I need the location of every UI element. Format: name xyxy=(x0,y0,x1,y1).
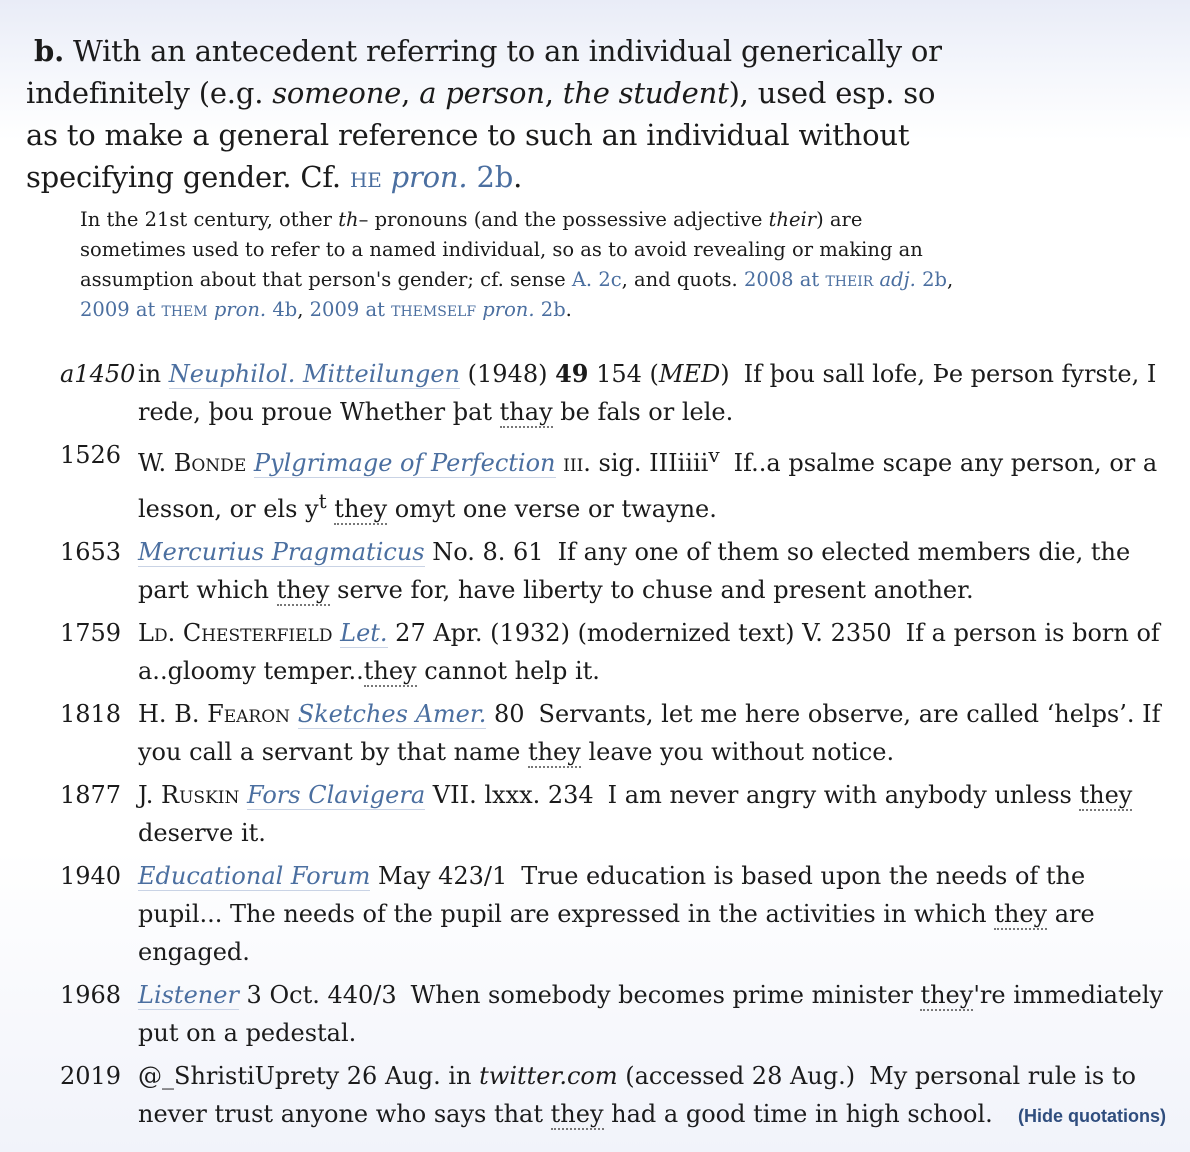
example-word: someone xyxy=(272,76,402,110)
citation-text: (accessed 28 Aug.) xyxy=(617,1062,856,1090)
author-initial: W. B xyxy=(138,449,192,477)
citation-text: VII. lxxx. 234 xyxy=(425,781,594,809)
xref-at: at xyxy=(129,298,162,321)
xref-word: themself xyxy=(391,298,477,321)
quotation xyxy=(60,776,1170,852)
xref-pos: pron. xyxy=(482,298,535,321)
quotation xyxy=(60,695,1170,771)
quotation-date: 1940 xyxy=(60,862,122,890)
xref-year: 2009 xyxy=(80,298,130,321)
author-initial: J. R xyxy=(138,781,180,809)
sense-definition xyxy=(26,30,956,198)
citation-italic: MED xyxy=(658,360,721,388)
quote-text: be fals or lele. xyxy=(552,398,734,426)
separator: , xyxy=(297,298,310,321)
superscript: v xyxy=(708,443,720,467)
quotation xyxy=(60,355,1170,431)
citation-italic: twitter.com xyxy=(479,1062,618,1090)
quotation-text xyxy=(138,700,1161,766)
usage-note xyxy=(80,205,960,325)
definition-text: ), used esp. so as to make a general reference to such an individual without specifying gender. Cf. xyxy=(26,76,936,194)
quote-text: leave you without notice. xyxy=(580,738,895,766)
author-name: earon xyxy=(223,700,291,728)
keyword: they xyxy=(1079,781,1133,809)
author-initial: Ld. C xyxy=(138,619,202,647)
xref-word: he xyxy=(349,160,382,194)
xref-pos: pron. xyxy=(213,298,267,321)
quot-2009-them-link[interactable] xyxy=(80,298,297,321)
quotation-date: 1968 xyxy=(60,981,122,1009)
citation-text: 80 xyxy=(486,700,525,728)
quote-text: deserve it. xyxy=(138,819,266,847)
xref-at: at xyxy=(359,298,392,321)
keyword: they xyxy=(363,657,417,685)
quote-text: My personal rule is to never trust anyone who says that xyxy=(138,1062,1136,1128)
xref-sense: 4b xyxy=(272,298,298,321)
xref-at: at xyxy=(793,268,826,291)
xref-year: 2009 xyxy=(309,298,360,321)
keyword: they xyxy=(527,738,581,766)
quotation xyxy=(60,533,1170,609)
citation-text: May 423/1 xyxy=(370,862,508,890)
citation-smallcaps: iii. xyxy=(563,449,591,477)
note-italic: their xyxy=(768,208,817,231)
author-initial: H. B. F xyxy=(138,700,224,728)
citation-text: 3 Oct. 440/3 xyxy=(238,981,397,1009)
quote-text: If þou sall lofe, Þe person fyrste, I rede, þou proue Whether þat xyxy=(138,360,1157,426)
source-link[interactable]: Let. xyxy=(340,619,388,647)
keyword: they xyxy=(276,576,330,604)
quote-text: True education is based upon the needs of the pupil... The needs of the pupil are expressed in the activities in which xyxy=(138,862,1086,928)
cross-reference-he-link[interactable] xyxy=(350,160,513,194)
source-link[interactable]: Sketches Amer. xyxy=(297,700,487,728)
quot-2008-their-link[interactable] xyxy=(744,268,947,291)
quote-text: had a good time in high school. xyxy=(603,1100,993,1128)
quotation xyxy=(60,976,1170,1052)
source-link[interactable]: Mercurius Pragmaticus xyxy=(138,538,425,566)
quote-text: Servants, let me here observe, are called ‘helps’. If you call a servant by that name xyxy=(138,700,1161,766)
citation-text: @_ShristiUprety 26 Aug. in xyxy=(138,1062,480,1090)
quote-text: cannot help it. xyxy=(416,657,600,685)
quotation-date: 1759 xyxy=(60,619,122,647)
author-name: uskin xyxy=(179,781,240,809)
citation-text: ) xyxy=(720,360,730,388)
source-link[interactable]: Listener xyxy=(138,981,239,1009)
note-text: – pronouns (and the possessive adjective xyxy=(358,208,769,231)
period: . xyxy=(565,298,572,321)
citation-text: sig. IIIiiii xyxy=(590,449,709,477)
quotation-date: 2019 xyxy=(60,1062,122,1090)
quote-text: If a person is born of a..gloomy temper.. xyxy=(138,619,1160,685)
source-link[interactable]: Educational Forum xyxy=(138,862,371,890)
quote-text: 're immediately put on a pedestal. xyxy=(138,981,1164,1047)
author-name: hesterfield xyxy=(201,619,333,647)
quotation-date: 1877 xyxy=(60,781,122,809)
example-word: the student xyxy=(562,76,729,110)
xref-word: their xyxy=(825,268,874,291)
author xyxy=(138,700,290,728)
keyword: they xyxy=(550,1100,604,1128)
quotation xyxy=(60,614,1170,690)
note-italic: th xyxy=(338,208,359,231)
quote-text: I am never angry with anybody unless xyxy=(607,781,1080,809)
quote-text: When somebody becomes prime minister xyxy=(410,981,921,1009)
citation-text: in xyxy=(138,360,169,388)
sense-letter: b. xyxy=(34,34,64,68)
author-name: onde xyxy=(191,449,247,477)
quot-2009-themself-link[interactable] xyxy=(310,298,566,321)
xref-sense: 2b xyxy=(476,160,514,194)
keyword: they xyxy=(334,495,388,523)
separator: , xyxy=(544,76,563,110)
quotation xyxy=(60,436,1170,528)
quote-text: omyt one verse or twayne. xyxy=(387,495,717,523)
note-text: ) are sometimes used to refer to a named individual, so as to avoid revealing or making an assumption about that person's gender; cf. sense xyxy=(80,208,923,291)
quotation-date: a1450 xyxy=(60,360,136,388)
citation-text: 27 Apr. (1932) (modernized text) V. 2350 xyxy=(387,619,892,647)
keyword: they xyxy=(994,900,1048,928)
quote-text: If any one of them so elected members die, the part which xyxy=(138,538,1131,604)
xref-pos: adj. xyxy=(879,268,916,291)
quotation-date: 1653 xyxy=(60,538,122,566)
example-word: a person xyxy=(419,76,545,110)
volume-number: 49 xyxy=(555,359,589,388)
period: . xyxy=(513,160,523,194)
quote-text: If..a psalme scape any person, or a lesson, or els y xyxy=(138,449,1158,523)
superscript: t xyxy=(318,489,327,513)
sense-a2c-link[interactable]: A. 2c xyxy=(571,268,622,291)
quotation xyxy=(60,857,1170,971)
source-link[interactable]: Fors Clavigera xyxy=(247,781,426,809)
citation-text xyxy=(556,449,564,477)
keyword: thay xyxy=(499,398,553,426)
author xyxy=(138,449,246,477)
quote-text: serve for, have liberty to chuse and present another. xyxy=(329,576,974,604)
xref-sense: 2b xyxy=(922,268,947,291)
author xyxy=(138,781,239,809)
quotation-list xyxy=(60,355,1170,1138)
keyword: they xyxy=(920,981,974,1009)
separator: , xyxy=(946,268,954,291)
source-link[interactable]: Neuphilol. Mitteilungen xyxy=(168,360,461,388)
separator: , xyxy=(401,76,420,110)
note-text: , and quots. xyxy=(621,268,744,291)
citation-text: (1948) xyxy=(460,360,556,388)
hide-quotations-button[interactable]: (Hide quotations) xyxy=(1018,1106,1166,1126)
citation-text: No. 8. 61 xyxy=(424,538,544,566)
author xyxy=(138,619,332,647)
source-link[interactable]: Pylgrimage of Perfection xyxy=(253,449,556,477)
note-text: In the 21st century, other xyxy=(80,208,339,231)
xref-year: 2008 xyxy=(743,268,794,291)
definition-text: With an antecedent referring to an individual generically or indefinitely (e.g. xyxy=(26,34,942,110)
xref-pos: pron. xyxy=(390,160,468,194)
citation-text: 154 ( xyxy=(588,360,659,388)
quote-text: are engaged. xyxy=(138,900,1095,966)
quotation xyxy=(60,1057,1170,1133)
xref-word: them xyxy=(161,298,208,321)
xref-sense: 2b xyxy=(540,298,566,321)
quotation-date: 1818 xyxy=(60,700,122,728)
quotation-date: 1526 xyxy=(60,441,122,469)
